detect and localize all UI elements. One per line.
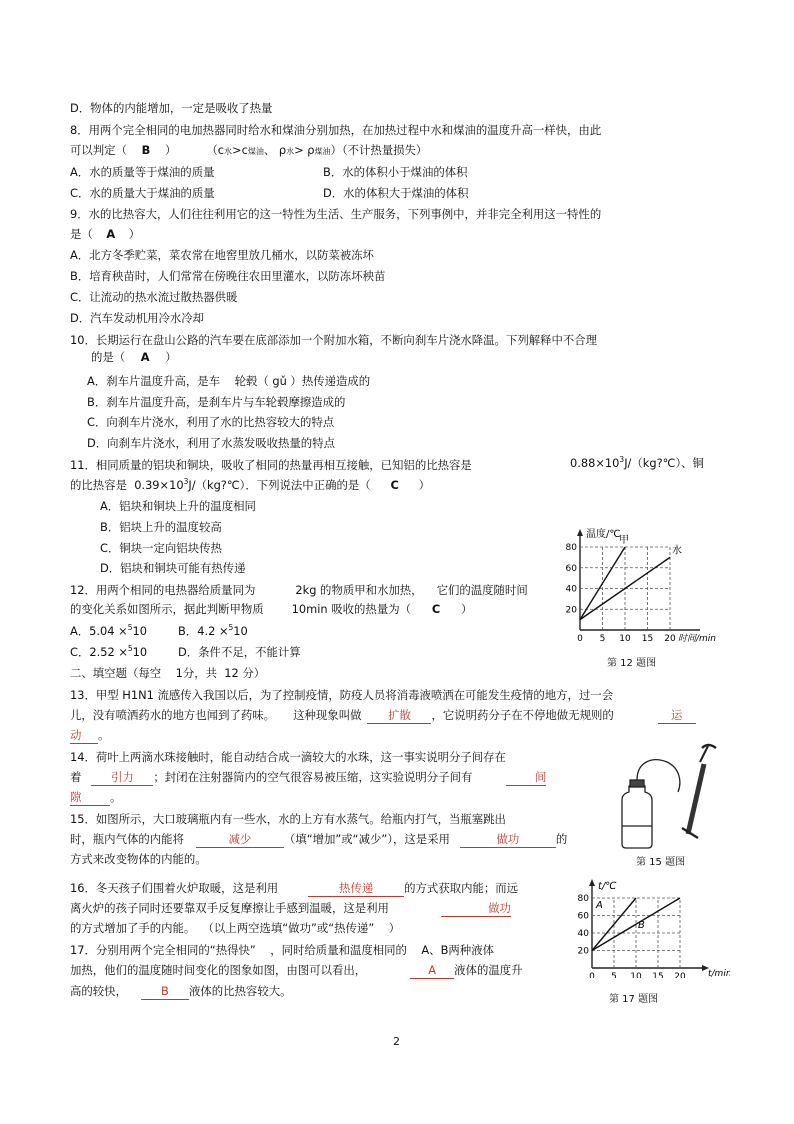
y-axis-label: 温度/℃ <box>586 529 621 540</box>
figure-17-chart <box>570 878 730 978</box>
q13-blank-1: 扩散 <box>367 708 431 724</box>
q9-answer: A <box>106 227 116 241</box>
figure-17 <box>570 878 730 981</box>
page-number: 2 <box>393 1035 400 1048</box>
pump-barrel <box>688 764 704 834</box>
q17-stem: 17．分别用两个完全相同的“热得快” ，同时给质量和温度相同的 A、B两种液体 <box>70 943 494 957</box>
q11-option-d: D．铝块和铜块可能有热传递 <box>100 561 246 575</box>
q14-stem-line3: 隙 。 <box>70 790 122 804</box>
q12-option-d: D．条件不足，不能计算 <box>178 645 301 659</box>
x-tick-label: 15 <box>652 972 664 978</box>
q8-stem-line2: 可以判定（ B ） （c水>c煤油、 ρ水> ρ煤油）（不计热量损失） <box>70 143 428 157</box>
q12-stem-line2: 的变化关系如图所示，据此判断甲物质 10min 吸收的热量为（ C ） <box>70 602 473 616</box>
q11-answer: C <box>390 478 399 492</box>
y-tick-label: 40 <box>577 929 589 939</box>
q14-blank-1: 引力 <box>91 770 153 786</box>
q8-answer: B <box>141 143 151 157</box>
q15-blank-2: 做功 <box>460 832 556 848</box>
q12-option-b: B．4.2 ×$^5$10 <box>178 623 248 638</box>
series-label-water: 水 <box>672 545 682 557</box>
q10-stem: 10．长期运行在盘山公路的汽车要在底部添加一个附加水箱，不断向刹车片浇水降温。下列解释中不合理 <box>70 333 598 347</box>
q16-stem: 16．冬天孩子们围着火炉取暖，这是利用 热传递 的方式获取内能；而远 <box>70 881 519 895</box>
q13-stem: 13．甲型 H1N1 流感传入我国以后，为了控制疫情，防疫人员将消毒液喷洒在可能发生疫情的地方，过一会 <box>70 688 614 702</box>
figure-12-caption: 第 12 题图 <box>607 658 657 669</box>
q13-stem-line3: 动 。 <box>70 728 110 742</box>
q10-option-d: D．向刹车片浇水，利用了水蒸发吸收热量的特点 <box>87 436 335 450</box>
q14-stem: 14．荷叶上两滴水珠接触时，能自动结合成一滴较大的水珠，这一事实说明分子间存在 <box>70 750 506 764</box>
figure-15 <box>612 742 722 855</box>
x-axis-label: t/min <box>708 969 730 978</box>
q9-option-a: A．北方冬季贮菜，菜农常在地窖里放几桶水，以防菜被冻坏 <box>70 248 374 262</box>
q16-stem-line2: 离火炉的孩子同时还要靠双手反复摩擦让手感到温暖，这是利用 做功 <box>70 901 511 915</box>
q10-option-a: A．刹车片温度升高，是车 轮毂（ gǔ ）热传递造成的 <box>87 374 371 388</box>
pump-bottle-illustration <box>612 742 722 852</box>
q9-option-d: D．汽车发动机用冷水冷却 <box>70 311 205 325</box>
q8-option-d: D．水的体积大于煤油的体积 <box>323 186 469 200</box>
q7-option-d: D．物体的内能增加，一定是吸收了热量 <box>70 101 273 115</box>
glass-bottle <box>622 786 652 848</box>
x-tick-label: 20 <box>664 634 676 644</box>
q17-blank-2: B <box>141 984 189 1000</box>
q17-stem-line3: 高的较快， B 液体的比热容较大。 <box>70 984 292 998</box>
pump-rod <box>700 746 708 762</box>
series-label-a: A <box>596 900 603 911</box>
figure-17-caption: 第 17 题图 <box>609 994 659 1005</box>
q16-blank-1: 热传递 <box>308 881 404 897</box>
y-tick-label: 20 <box>577 946 589 957</box>
q9-option-b: B．培育秧苗时，人们常常在傍晚往农田里灌水，以防冻坏秧苗 <box>70 269 386 283</box>
x-tick-label: 20 <box>674 972 686 978</box>
bottle-stopper <box>630 780 644 787</box>
q15-stem-line2: 时，瓶内气体的内能将 减少 （填“增加”或“减少”），这是采用 做功 的 <box>70 832 568 846</box>
figure-12 <box>560 525 720 653</box>
q11-stem: 11．相同质量的铝块和铜块，吸收了相同的热量再相互接触，已知铝的比热容是 <box>70 458 472 472</box>
q10-stem-line2: 的是（ A ） <box>91 350 177 364</box>
q9-stem-line2: 是（ A ） <box>70 227 141 241</box>
q11-al-heat: $0.88\times 10^3J/(kg?℃)$、铜 <box>570 455 704 470</box>
q15-stem-line3: 方式来改变物体的内能的。 <box>70 852 207 866</box>
x-tick-label: 5 <box>611 972 617 978</box>
q12-option-a: A．5.04 ×$^5$10 <box>70 623 147 638</box>
y-axis-label: t/℃ <box>598 881 617 892</box>
q11-option-c: C．铜块一定向铝块传热 <box>100 541 222 555</box>
y-tick-label: 20 <box>565 605 577 616</box>
x-tick-label: 10 <box>619 634 631 644</box>
pump-handle <box>702 745 716 748</box>
section-title: 二、填空题（每空 1分，共 12 分） <box>70 666 266 680</box>
q12-answer: C <box>431 602 441 616</box>
q13-stem-line2: 儿，没有喷洒药水的地方也闻到了药味。 这种现象叫做 扩散 ，它说明药分子在不停地做无规则的 运 <box>70 708 696 724</box>
x-tick-label: 5 <box>599 634 606 644</box>
q8-option-c: C．水的质量大于煤油的质量 <box>70 186 215 200</box>
q17-blank-1: A <box>410 963 454 979</box>
y-tick-label: 80 <box>577 894 589 904</box>
q10-option-c: C．向刹车片浇水，利用了水的比热容较大的特点 <box>87 415 335 429</box>
q13-blank-2b: 动 <box>70 728 98 744</box>
y-axis-arrow <box>577 529 583 536</box>
q11-option-b: B．铝块上升的温度较高 <box>100 520 222 534</box>
figure-12-chart <box>560 525 720 650</box>
y-tick-label: 60 <box>565 563 577 574</box>
x-tick-label: 15 <box>641 634 654 644</box>
q12-stem: 12．用两个相同的电热器给质量同为 2kg 的物质甲和水加热， 它们的温度随时间 <box>70 583 528 597</box>
series-label-jia: 甲 <box>619 535 629 546</box>
x-tick-label: 0 <box>577 634 583 644</box>
series-label-b: B <box>638 920 645 931</box>
q17-stem-line2: 加热，他们的温度随时间变化的图象如图，由图可以看出， A 液体的温度升 <box>70 963 523 977</box>
q12-option-c: C．2.52 ×$^5$10 <box>70 644 148 659</box>
q8-stem: 8．用两个完全相同的电加热器同时给水和煤油分别加热，在加热过程中水和煤油的温度升高一样快，由此 <box>70 123 602 137</box>
q14-stem-line2: 着 引力 ；封闭在注射器筒内的空气很容易被压缩，这实验说明分子间有 间 <box>70 770 547 784</box>
figure-15-caption: 第 15 题图 <box>636 857 686 868</box>
q11-option-a: A．铝块和铜块上升的温度相同 <box>100 499 256 513</box>
q8-option-b: B．水的体积小于煤油的体积 <box>323 165 468 179</box>
q15-blank-1: 减少 <box>196 832 284 848</box>
q10-answer: A <box>140 350 150 364</box>
q8-option-a: A．水的质量等于煤油的质量 <box>70 165 215 179</box>
x-axis-label: 时间/min <box>678 634 717 644</box>
y-tick-label: 80 <box>565 543 577 553</box>
q11-stem-line2: 的比热容是 $0.39\times 10^3J/(kg?℃)$．下列说法中正确的是（ C ） <box>70 477 431 492</box>
q9-stem: 9．水的比热容大，人们往往利用它的这一特性为生活、生产服务，下列事例中，并非完全利用这一特性的 <box>70 207 602 221</box>
q10-option-b: B．刹车片温度升高，是刹车片与车轮毂摩擦造成的 <box>87 395 346 409</box>
x-tick-label: 10 <box>630 972 642 978</box>
y-axis-arrow <box>589 879 595 886</box>
q16-stem-line3: 的方式增加了手的内能。 （以上两空选填“做功”或“热传递” ） <box>70 921 401 935</box>
q15-stem: 15．如图所示，大口玻璃瓶内有一些水，水的上方有水蒸气。给瓶内打气，当瓶塞跳出 <box>70 812 506 826</box>
q14-blank-2a: 间 <box>506 770 546 786</box>
q13-blank-2a: 运 <box>658 708 696 724</box>
q9-option-c: C．让流动的热水流过散热器供暖 <box>70 290 238 304</box>
y-tick-label: 60 <box>577 911 589 922</box>
x-tick-label: 0 <box>589 972 595 978</box>
q14-blank-2b: 隙 <box>70 790 110 806</box>
q16-blank-2: 做功 <box>441 901 511 917</box>
y-tick-label: 40 <box>565 584 577 595</box>
